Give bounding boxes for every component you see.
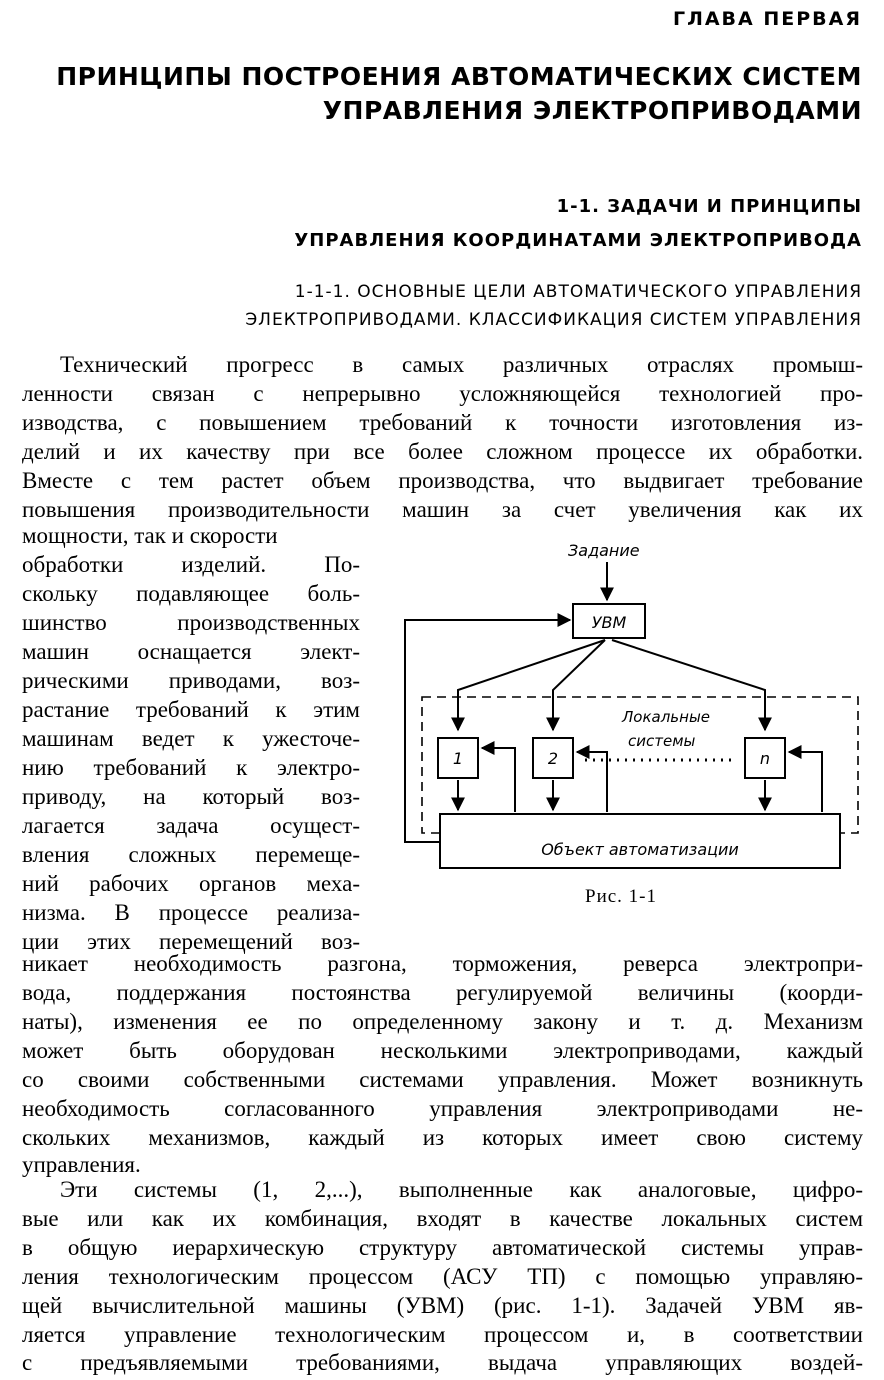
- chapter-title-line-1: ПРИНЦИПЫ ПОСТРОЕНИЯ АВТОМАТИЧЕСКИХ СИСТЕМ: [56, 62, 862, 91]
- local-label-1: Локальные: [622, 708, 711, 726]
- local-label-2: системы: [628, 732, 696, 750]
- chapter-title: [56, 60, 862, 128]
- local-system-label-1: 1: [452, 749, 464, 768]
- body-line: скольку подавляющее боль-: [22, 581, 360, 606]
- local-system-label-n: n: [759, 749, 771, 768]
- body-line: мощности, так и скорости: [22, 523, 278, 548]
- object-label: Объект автоматизации: [541, 840, 739, 859]
- body-line: вления сложных перемеще-: [22, 842, 360, 867]
- body-line: вода, поддержания постоянства регулируемой величины (коорди-: [22, 980, 863, 1005]
- local-system-label-2: 2: [547, 749, 559, 768]
- body-line: лагается задача осущест-: [22, 813, 360, 838]
- body-line: повышения производительности машин за счет увеличения как их: [22, 497, 863, 522]
- body-line: со своими собственными системами управления. Может возникнуть: [22, 1067, 863, 1092]
- local-feedback-1: [482, 748, 515, 812]
- control-line-2: [553, 640, 605, 730]
- local-feedback-n: [789, 752, 822, 812]
- body-line: с предъявляемыми требованиями, выдача управляющих воздей-: [22, 1350, 863, 1375]
- body-line: машинам ведет к ужесточе-: [22, 726, 360, 751]
- figure-block-diagram: [392, 538, 872, 938]
- section-heading-line-1: 1-1. ЗАДАЧИ И ПРИНЦИПЫ: [556, 196, 862, 217]
- body-line: может быть оборудован несколькими электроприводами, каждый: [22, 1038, 863, 1063]
- chapter-heading: ГЛАВА ПЕРВАЯ: [672, 8, 862, 30]
- chapter-title-line-2: УПРАВЛЕНИЯ ЭЛЕКТРОПРИВОДАМИ: [322, 96, 862, 125]
- body-line: приводу, на который воз-: [22, 784, 360, 809]
- body-line: щей вычислительной машины (УВМ) (рис. 1-1). Задачей УВМ яв-: [22, 1293, 863, 1318]
- control-line-1: [458, 640, 605, 730]
- subsection-heading: [245, 278, 862, 334]
- body-line: скольких механизмов, каждый из которых имеет свою систему: [22, 1125, 863, 1150]
- body-line: Вместе с тем растет объем производства, что выдвигает требование: [22, 468, 863, 493]
- body-line: Эти системы (1, 2,...), выполненные как аналоговые, цифро-: [60, 1177, 863, 1202]
- body-line: наты), изменения ее по определенному закону и т. д. Механизм: [22, 1009, 863, 1034]
- body-line: рическими приводами, воз-: [22, 668, 360, 693]
- section-heading: [294, 190, 862, 258]
- body-line: ленности связан с непрерывно усложняющейся технологией про-: [22, 381, 863, 406]
- body-line: обработки изделий. По-: [22, 552, 360, 577]
- body-line: низма. В процессе реализа-: [22, 900, 360, 925]
- body-line: шинство производственных: [22, 610, 360, 635]
- body-line: нию требований к электро-: [22, 755, 360, 780]
- body-line: в общую иерархическую структуру автоматической системы управ-: [22, 1235, 863, 1260]
- body-line: вые или как их комбинация, входят в качестве локальных систем: [22, 1206, 863, 1231]
- section-heading-line-2: УПРАВЛЕНИЯ КООРДИНАТАМИ ЭЛЕКТРОПРИВОДА: [294, 230, 862, 251]
- body-line: Технический прогресс в самых различных отраслях промыш-: [60, 352, 863, 377]
- body-line: никает необходимость разгона, торможения, реверса электропри-: [22, 951, 863, 976]
- subsection-heading-line-2: ЭЛЕКТРОПРИВОДАМИ. КЛАССИФИКАЦИЯ СИСТЕМ УПРАВЛЕНИЯ: [245, 310, 862, 330]
- computer-label: УВМ: [591, 613, 627, 632]
- figure-caption: Рис. 1-1: [585, 886, 657, 907]
- input-label: Задание: [568, 541, 640, 560]
- body-line: ляется управление технологическим процессом и, в соответствии: [22, 1322, 863, 1347]
- body-line: ции этих перемещений воз-: [22, 929, 360, 954]
- feedback-line: [405, 620, 570, 842]
- body-line: управления.: [22, 1152, 141, 1177]
- body-line: изводства, с повышением требований к точности изготовления из-: [22, 410, 863, 435]
- body-line: ления технологическим процессом (АСУ ТП) с помощью управляю-: [22, 1264, 863, 1289]
- subsection-heading-line-1: 1-1-1. ОСНОВНЫЕ ЦЕЛИ АВТОМАТИЧЕСКОГО УПРАВЛЕНИЯ: [294, 282, 862, 302]
- body-line: растание требований к этим: [22, 697, 360, 722]
- body-line: делий и их качеству при все более сложном процессе их обработки.: [22, 439, 863, 464]
- body-line: ний рабочих органов меха-: [22, 871, 360, 896]
- body-line: необходимость согласованного управления электроприводами не-: [22, 1096, 863, 1121]
- body-line: машин оснащается элект-: [22, 639, 360, 664]
